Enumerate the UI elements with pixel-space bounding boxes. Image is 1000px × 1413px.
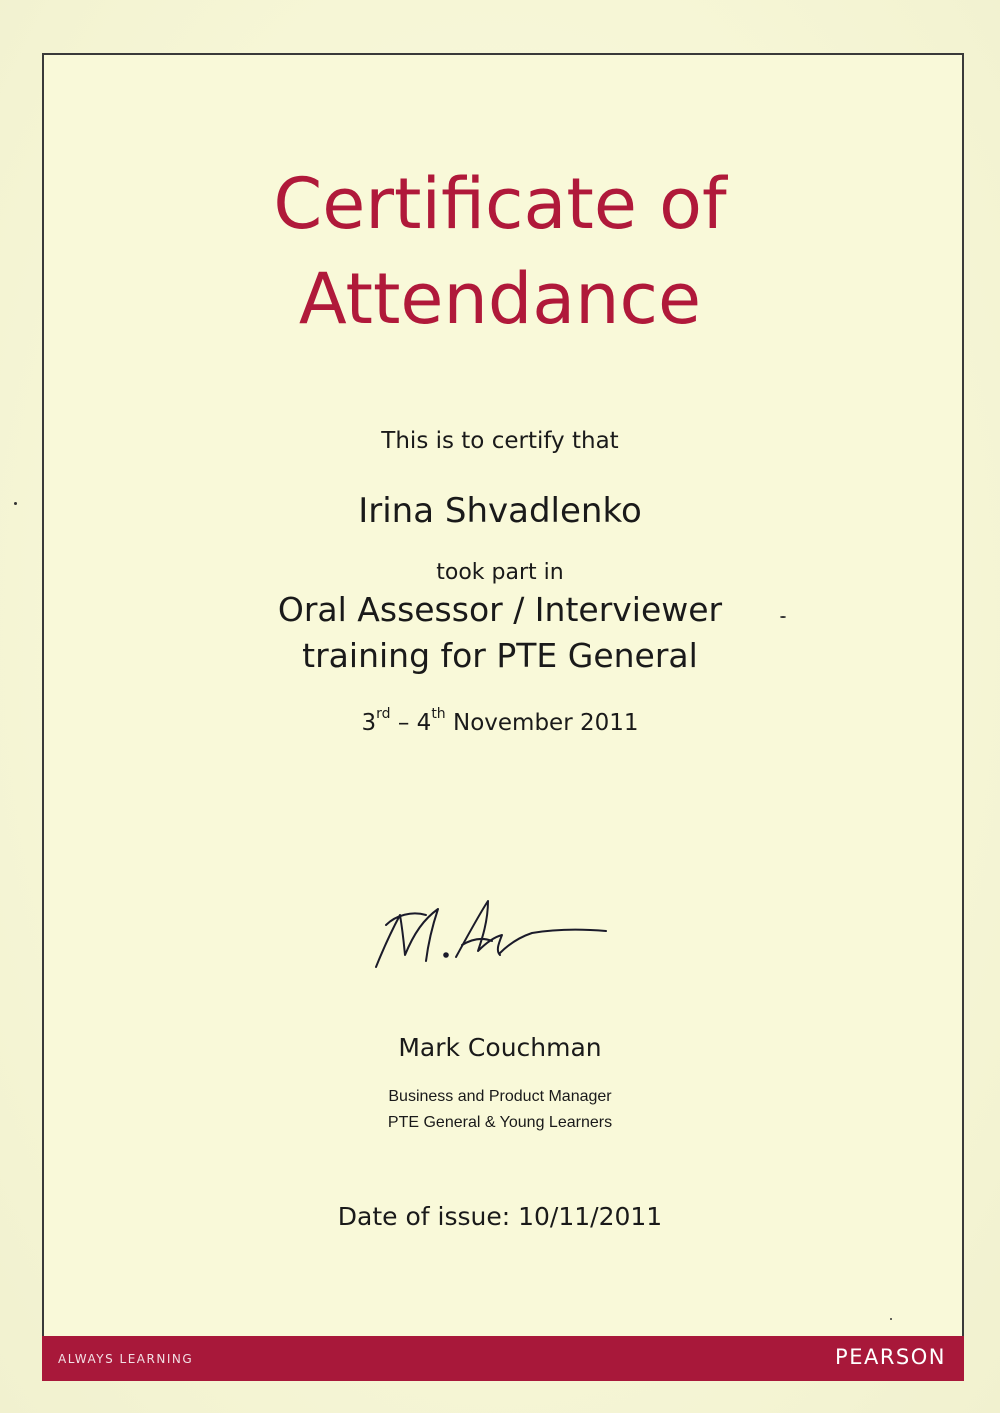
recipient-name: Irina Shvadlenko	[358, 491, 642, 531]
signer-name: Mark Couchman	[398, 1033, 602, 1062]
course-title-line2: training for PTE General	[302, 636, 698, 675]
scan-speck	[890, 1318, 892, 1320]
end-day: 4	[416, 710, 432, 736]
date-of-issue: Date of issue: 10/11/2011	[337, 1202, 663, 1231]
footer-bar	[42, 1336, 964, 1381]
start-day-suffix: rd	[376, 706, 391, 722]
signer-title-line1: Business and Product Manager	[388, 1088, 612, 1105]
month-year: November 2011	[445, 710, 639, 736]
handwritten-signature	[360, 885, 620, 980]
certificate-title-line1: Certificate of	[273, 163, 727, 245]
scan-speck	[14, 502, 17, 505]
signer-title-line2: PTE General & Young Learners	[387, 1114, 613, 1131]
took-part-text: took part in	[436, 560, 564, 585]
training-dates	[0, 706, 1000, 736]
course-title-line1: Oral Assessor / Interviewer	[277, 590, 723, 629]
date-separator: –	[390, 710, 417, 736]
certify-text: This is to certify that	[381, 428, 619, 454]
footer-tagline: ALWAYS LEARNING	[58, 1352, 194, 1366]
pearson-logo: PEARSON	[835, 1345, 946, 1369]
scan-speck	[780, 616, 786, 618]
start-day: 3	[361, 710, 377, 736]
end-day-suffix: th	[431, 706, 446, 722]
certificate-title-line2: Attendance	[298, 258, 702, 340]
